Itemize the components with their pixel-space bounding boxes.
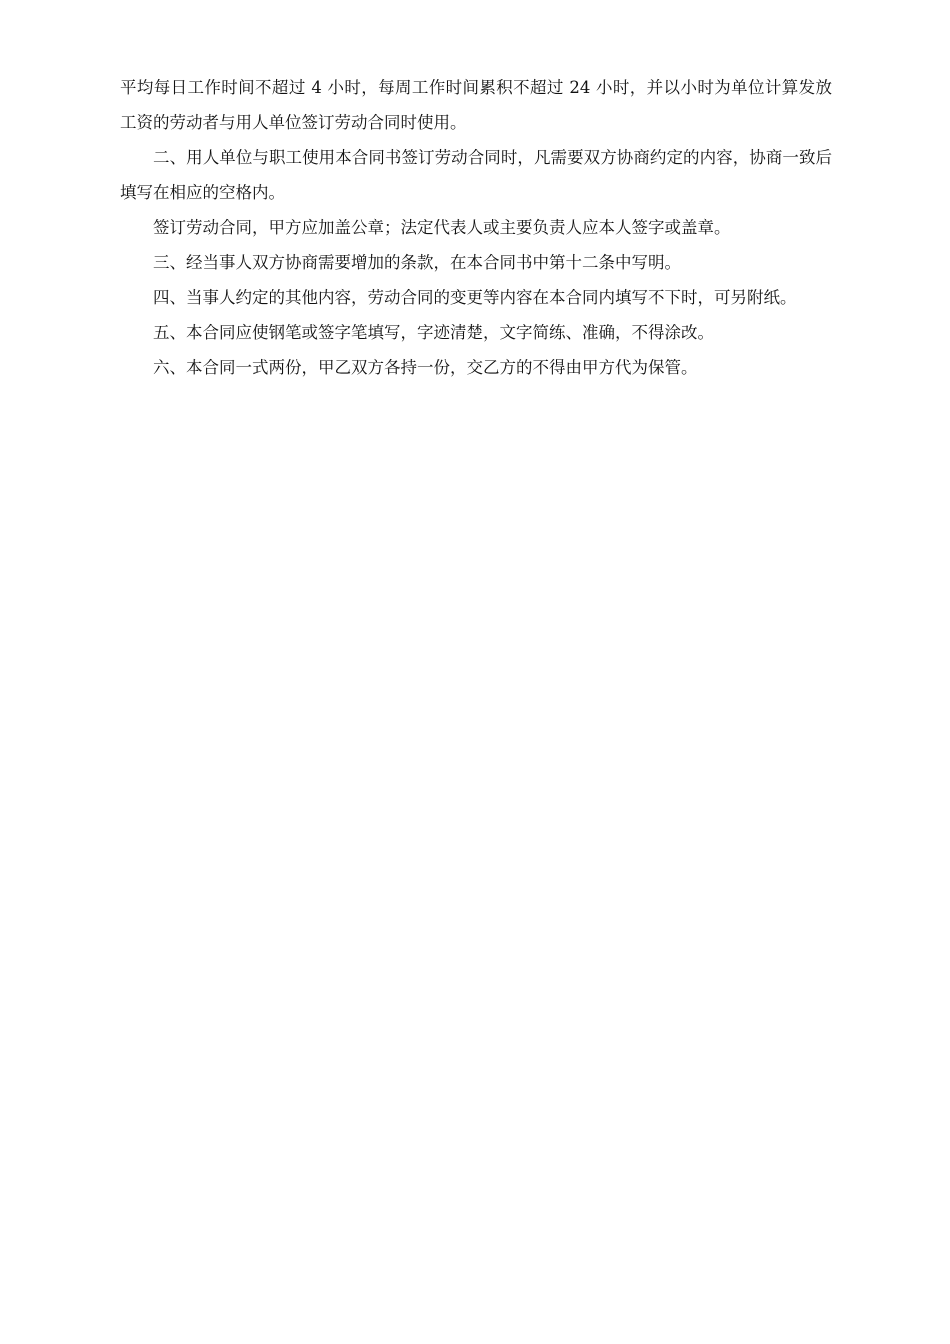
paragraph-seal-note: 签订劳动合同，甲方应加盖公章；法定代表人或主要负责人应本人签字或盖章。 <box>153 218 731 237</box>
paragraph-continuation: 平均每日工作时间不超过 4 小时，每周工作时间累积不超过 24 小时，并以小时为单位计算发放工资的劳动者与用人单位签订劳动合同时使用。 <box>120 78 832 132</box>
document-body <box>120 70 832 385</box>
paragraph-item-6: 六、本合同一式两份，甲乙双方各持一份，交乙方的不得由甲方代为保管。 <box>153 358 698 377</box>
paragraph-item-5: 五、本合同应使钢笔或签字笔填写，字迹清楚，文字简练、准确，不得涂改。 <box>153 323 714 342</box>
paragraph-item-4: 四、当事人约定的其他内容，劳动合同的变更等内容在本合同内填写不下时，可另附纸。 <box>153 288 797 307</box>
paragraph-item-2: 二、用人单位与职工使用本合同书签订劳动合同时，凡需要双方协商约定的内容，协商一致后填写在相应的空格内。 <box>120 148 832 202</box>
paragraph-item-3: 三、经当事人双方协商需要增加的条款，在本合同书中第十二条中写明。 <box>153 253 681 272</box>
